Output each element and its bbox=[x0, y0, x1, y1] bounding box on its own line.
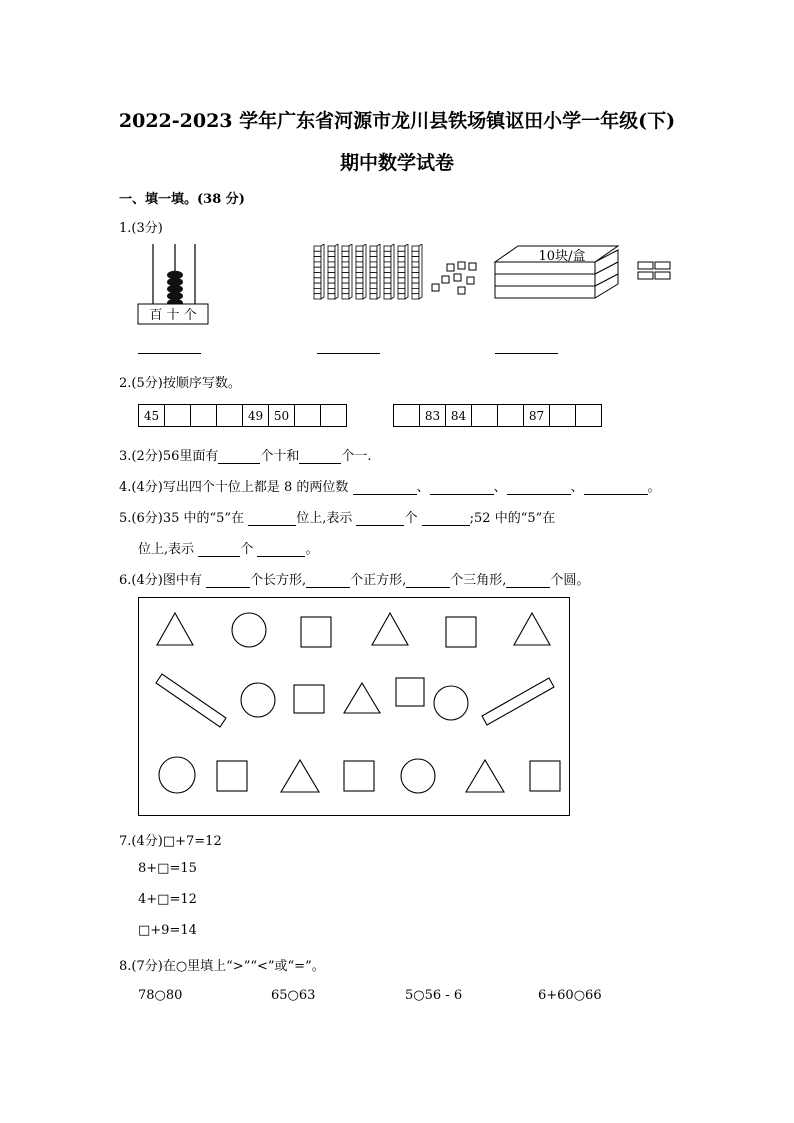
q3-blank-ones[interactable] bbox=[299, 449, 341, 464]
square-shape bbox=[301, 617, 331, 647]
q2-row1-cell-given: 49 bbox=[242, 404, 269, 427]
q4-blank-3[interactable] bbox=[507, 480, 571, 495]
q3-blank-tens[interactable] bbox=[218, 449, 260, 464]
ten-stick bbox=[412, 244, 422, 299]
q6-blank-square[interactable] bbox=[306, 573, 350, 588]
q2-row2-cell-blank[interactable] bbox=[497, 404, 524, 427]
ten-stick bbox=[398, 244, 408, 299]
q2-row1-cell-blank[interactable] bbox=[190, 404, 217, 427]
circle-shape bbox=[241, 683, 275, 717]
q2-row2-cell-blank[interactable] bbox=[471, 404, 498, 427]
shapes-figure bbox=[138, 597, 572, 817]
q8-item-3: 5○56 - 6 bbox=[405, 988, 463, 1003]
q2-row1-cell-blank[interactable] bbox=[320, 404, 347, 427]
ten-stick bbox=[356, 244, 366, 299]
circle-shape bbox=[401, 759, 435, 793]
square-shape bbox=[446, 617, 476, 647]
circle-shape bbox=[434, 686, 468, 720]
q2-row1-cell-blank[interactable] bbox=[294, 404, 321, 427]
q2-row1-cell-given: 50 bbox=[268, 404, 295, 427]
q2-row1-cell-given: 45 bbox=[138, 404, 165, 427]
q5-blank-4[interactable] bbox=[198, 542, 240, 557]
q2-label: 2.(5分)按顺序写数。 bbox=[119, 376, 241, 391]
q4-blank-2[interactable] bbox=[430, 480, 494, 495]
q2-number-row-1 bbox=[138, 404, 347, 427]
q5-blank-1[interactable] bbox=[248, 511, 296, 526]
abacus-figure bbox=[135, 240, 215, 326]
q2-row2-cell-blank[interactable] bbox=[393, 404, 420, 427]
q5-blank-5[interactable] bbox=[257, 542, 305, 557]
q7-eq-3: 4+□=12 bbox=[138, 892, 197, 907]
page-title-line1: 2022-2023 学年广东省河源市龙川县铁场镇讴田小学一年级(下) bbox=[118, 110, 676, 132]
circle-shape bbox=[159, 757, 195, 793]
q5-blank-2[interactable] bbox=[356, 511, 404, 526]
q2-number-row-2 bbox=[393, 404, 602, 427]
q8-item-2: 65○63 bbox=[271, 988, 316, 1003]
boxes-figure bbox=[490, 240, 675, 310]
q2-row2-cell-blank[interactable] bbox=[575, 404, 602, 427]
tens-sticks-figure bbox=[312, 244, 487, 304]
q2-row1-cell-blank[interactable] bbox=[164, 404, 191, 427]
q1-answer-3[interactable] bbox=[495, 352, 558, 354]
ten-stick bbox=[328, 244, 338, 299]
q6-blank-rect[interactable] bbox=[206, 573, 250, 588]
ten-stick bbox=[342, 244, 352, 299]
q1-answer-2[interactable] bbox=[317, 352, 380, 354]
box-label: 10块/盒 bbox=[538, 249, 586, 264]
q2-row2-cell-blank[interactable] bbox=[549, 404, 576, 427]
q7-line-1: 7.(4分)□+7=12 bbox=[119, 834, 222, 849]
q7-eq-4: □+9=14 bbox=[138, 923, 197, 938]
q7-eq-2: 8+□=15 bbox=[138, 861, 197, 876]
q4-line: 4.(4分)写出四个十位上都是 8 的两位数 、 、 、 。 bbox=[119, 480, 661, 495]
square-shape bbox=[294, 685, 324, 713]
q1-answer-1[interactable] bbox=[138, 352, 201, 354]
q1-label: 1.(3分) bbox=[119, 221, 163, 236]
q8-label: 8.(7分)在○里填上“>”“<”或“=”。 bbox=[119, 959, 325, 974]
q4-blank-1[interactable] bbox=[353, 480, 417, 495]
circle-shape bbox=[232, 613, 266, 647]
page-title-line2: 期中数学试卷 bbox=[339, 152, 454, 174]
q2-row2-cell-given: 87 bbox=[523, 404, 550, 427]
abacus-beads bbox=[167, 271, 183, 307]
q5-line-2: 位上,表示 个 。 bbox=[138, 542, 319, 557]
ten-stick bbox=[384, 244, 394, 299]
section-heading: 一、填一填。(38 分) bbox=[119, 192, 245, 207]
abacus-label: 百 十 个 bbox=[149, 308, 197, 323]
q5-line-1: 5.(6分)35 中的“5”在 位上,表示 个 ;52 中的“5”在 bbox=[119, 511, 556, 526]
small-squares bbox=[638, 262, 670, 279]
square-shape bbox=[530, 761, 560, 791]
q2-row2-cell-given: 84 bbox=[445, 404, 472, 427]
q2-row1-cell-blank[interactable] bbox=[216, 404, 243, 427]
q5-blank-3[interactable] bbox=[422, 511, 470, 526]
q3-line: 3.(2分)56里面有 个十和 个一. bbox=[119, 449, 372, 464]
q6-line: 6.(4分)图中有 个长方形, 个正方形, 个三角形, 个圆。 bbox=[119, 573, 590, 588]
unit-cubes bbox=[432, 262, 476, 294]
ten-stick bbox=[314, 244, 324, 299]
q4-blank-4[interactable] bbox=[584, 480, 648, 495]
q6-blank-triangle[interactable] bbox=[406, 573, 450, 588]
q6-blank-circle[interactable] bbox=[506, 573, 550, 588]
q8-item-1: 78○80 bbox=[138, 988, 183, 1003]
square-shape bbox=[344, 761, 374, 791]
square-shape bbox=[217, 761, 247, 791]
q8-item-4: 6+60○66 bbox=[538, 988, 602, 1003]
ten-stick bbox=[370, 244, 380, 299]
square-shape bbox=[396, 678, 424, 706]
q2-row2-cell-given: 83 bbox=[419, 404, 446, 427]
